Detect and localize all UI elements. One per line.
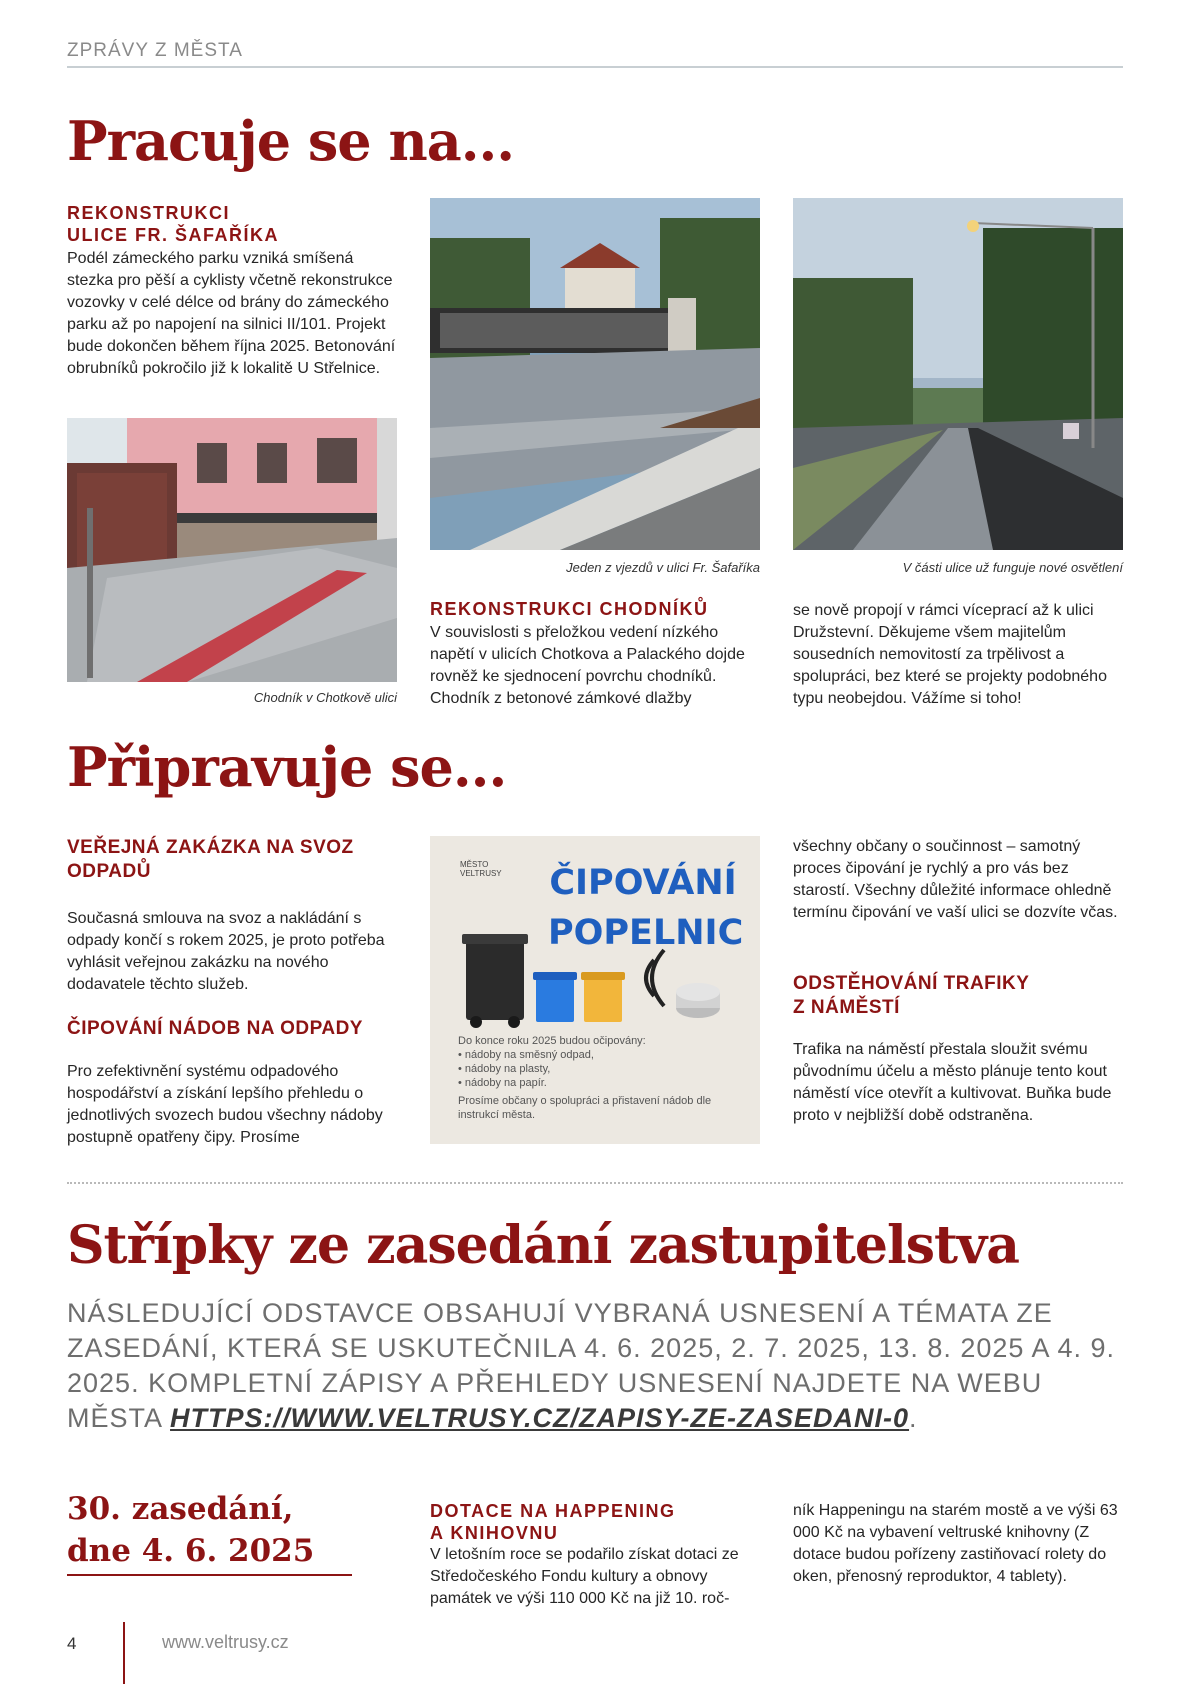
dotace-text-col1: V letošním roce se podařilo získat dotaci ze Středočeského Fondu kultury a obnovy památek ve výši 110 000 Kč na již 10. roč- [430, 1546, 739, 1607]
prepared-heading: Připravuje se... [67, 735, 507, 799]
zakazka-title-line2: ODPADŮ [67, 861, 151, 882]
session-title [67, 1488, 314, 1572]
section-label: ZPRÁVY Z MĚSTA [67, 40, 243, 61]
poster-bins-illustration [458, 920, 738, 1030]
trafika-title [793, 972, 1123, 1020]
session-title-line1: 30. zasedání, [67, 1491, 294, 1527]
section-divider [67, 1182, 1123, 1184]
trafika-title-line2: Z NÁMĚSTÍ [793, 997, 900, 1018]
zakazka-text: Současná smlouva na svoz a nakládání s odpady končí s rokem 2025, je proto potřeba vyhlásit veřejnou zakázku na nového dodavatele těchto služeb. [67, 910, 385, 993]
poster-title: ČIPOVÁNÍ POPELNIC [548, 863, 744, 953]
photo-street-lighting [793, 198, 1123, 550]
council-intro [67, 1296, 1123, 1436]
council-intro-end: . [909, 1403, 918, 1433]
trafika-title-line1: ODSTĚHOVÁNÍ TRAFIKY [793, 973, 1030, 994]
session-title-line2: dne 4. 6. 2025 [67, 1533, 315, 1569]
chipping-poster [430, 836, 760, 1144]
poster-text: Do konce roku 2025 budou očipovány: • nádoby na směsný odpad, • nádoby na plasty, • nádoby na papír. Prosíme občany o spolupráci a přistavení nádob dle instrukcí města. [458, 1035, 712, 1121]
trafika-text: Trafika na náměstí přestala sloužit svému původnímu účelu a město plánuje tento kout náměstí více otevřít a kultivovat. Buňka bude proto v nejbližší době odstraněna. [793, 1041, 1112, 1124]
driveway-caption: Jeden z vjezdů v ulici Fr. Šafaříka [566, 560, 760, 575]
header-divider [67, 66, 1123, 68]
poster-logo: MĚSTO VELTRUSY [460, 860, 502, 878]
council-intro-text: NÁSLEDUJÍCÍ ODSTAVCE OBSAHUJÍ VYBRANÁ USNESENÍ A TÉMATA ZE ZASEDÁNÍ, KTERÁ SE USKUTEČNILA 4. 6. 2025, 2. 7. 2025, 13. 8. 2025 A 4. 9. 2025. KOMPLETNÍ ZÁPISY A PŘEHLEDY USNESENÍ NAJDETE NA WEBU MĚSTA [67, 1298, 1116, 1433]
dotace-title-line2: A KNIHOVNU [430, 1523, 559, 1543]
council-heading: Střípky ze zasedání zastupitelstva [67, 1215, 1019, 1276]
safarik-text: Podél zámeckého parku vzniká smíšená stezka pro pěší a cyklisty včetně rekonstrukce vozovky v celé délce od brány do zámeckého parku až po napojení na silnici II/101. Projekt bude dokončen během října 2025. Betonování obrubníků pokročilo již k lokalitě U Střelnice. [67, 250, 396, 377]
photo-safarik-driveway [430, 198, 760, 550]
cipovani-title: ČIPOVÁNÍ NÁDOB NA ODPADY [67, 1018, 363, 1039]
zakazka-title-line1: VEŘEJNÁ ZAKÁZKA NA SVOZ [67, 837, 354, 858]
chotkova-caption: Chodník v Chotkově ulici [253, 690, 397, 705]
chodniky-text-col2: se nově propojí v rámci víceprací až k ulici Družstevní. Děkujeme všem majitelům sousedních nemovitostí za trpělivost a spolupráci, bez které se projekty podobného typu neobejdou. Vážíme si toho! [793, 602, 1107, 707]
cipovani-text-col2: všechny občany o součinnost – samotný proces čipování je rychlý a pro vás bez starostí. Všechny důležité informace ohledně termínu čipování ve vaší ulici se dozvíte včas. [793, 838, 1118, 921]
chodniky-title: REKONSTRUKCI CHODNÍKŮ [430, 599, 709, 619]
footer-divider [123, 1622, 125, 1684]
safarik-title [67, 202, 387, 246]
cipovani-text-col1: Pro zefektivnění systému odpadového hospodářství a získání lepšího přehledu o jednotlivých svozech budou všechny nádoby postupně opatřeny čipy. Prosíme [67, 1063, 383, 1146]
photo-chotkova-sidewalk [67, 418, 397, 682]
session-underline [67, 1574, 352, 1576]
minutes-link[interactable]: HTTPS://WWW.VELTRUSY.CZ/ZAPISY-ZE-ZASEDANI-0 [170, 1403, 910, 1433]
zakazka-title [67, 836, 397, 884]
chodniky-text-col1: V souvislosti s přeložkou vedení nízkého napětí v ulicích Chotkova a Palackého dojde rovněž ke sjednocení povrchu chodníků. Chodník z betonové zámkové dlažby [430, 624, 745, 707]
page-number: 4 [67, 1634, 77, 1653]
lighting-caption: V části ulice už funguje nové osvětlení [902, 560, 1123, 575]
safarik-title-line1: REKONSTRUKCI [67, 203, 231, 223]
dotace-text-col2: ník Happeningu na starém mostě a ve výši 63 000 Kč na vybavení veltruské knihovny (Z dotace budou pořízeny zastiňovací rolety do oken, přenosný reproduktor, 4 tablety). [793, 1502, 1118, 1585]
footer-website[interactable]: www.veltrusy.cz [162, 1632, 289, 1652]
safarik-title-line2: ULICE FR. ŠAFAŘÍKA [67, 225, 280, 245]
works-heading: Pracuje se na... [67, 109, 515, 173]
dotace-title [430, 1500, 760, 1544]
dotace-title-line1: DOTACE NA HAPPENING [430, 1501, 676, 1521]
